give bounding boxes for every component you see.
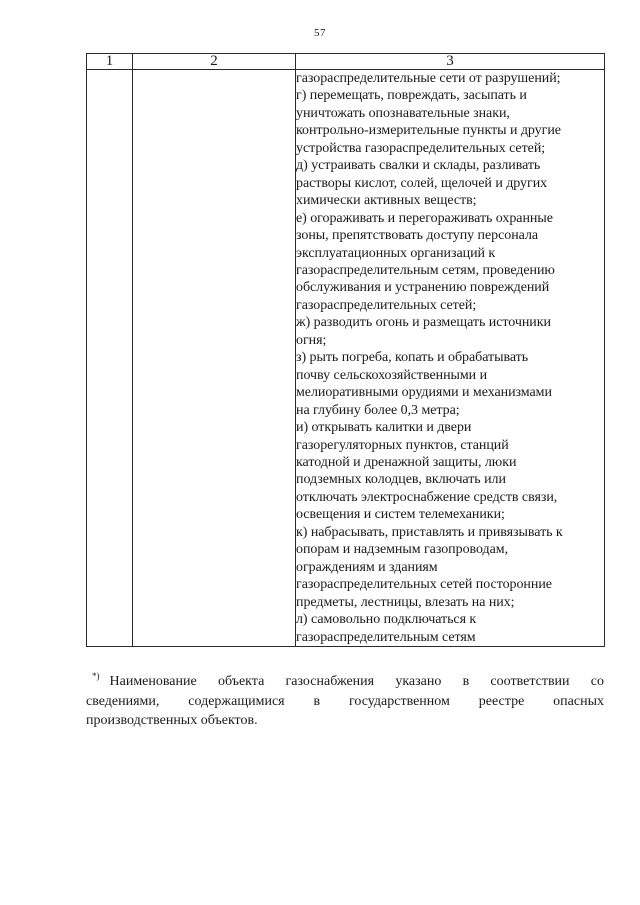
table-cell-text-line: катодной и дренажной защиты, люки bbox=[296, 454, 517, 470]
column-header-2: 2 bbox=[133, 54, 296, 70]
table-cell-text-line: зоны, препятствовать доступу персонала bbox=[296, 228, 539, 244]
page-number: 57 bbox=[314, 27, 326, 39]
table-cell-text-line: обслуживания и устранению повреждений bbox=[296, 280, 550, 296]
table-cell-text-line: опорам и надземным газопроводам, bbox=[296, 542, 509, 558]
table-cell-text-line: з) рыть погреба, копать и обрабатывать bbox=[296, 350, 529, 366]
table-cell-text-line: и) открывать калитки и двери bbox=[296, 420, 472, 436]
table-cell-text-line: уничтожать опознавательные знаки, bbox=[296, 105, 510, 121]
footnote-text: Наименование объекта газоснабжения указано в соответствии со bbox=[109, 674, 604, 689]
table-cell-text-line: мелиоративными орудиями и механизмами bbox=[296, 385, 552, 401]
table-cell-text-line: газораспределительным сетям bbox=[296, 629, 476, 645]
footnote-marker: *) bbox=[92, 671, 100, 681]
table-cell-text-line: растворы кислот, солей, щелочей и других bbox=[296, 175, 548, 191]
table-cell-text-line: ж) разводить огонь и размещать источники bbox=[296, 315, 551, 331]
table-cell-text-line: почву сельскохозяйственными и bbox=[296, 367, 488, 383]
table-cell-text-line: химически активных веществ; bbox=[296, 193, 477, 209]
table-cell-text-line: ограждениям и зданиям bbox=[296, 559, 438, 575]
table-cell-text-line: предметы, лестницы, влезать на них; bbox=[296, 594, 515, 610]
requirements-table bbox=[86, 53, 605, 647]
table-cell-column-3 bbox=[296, 70, 605, 647]
table-cell-text-line: к) набрасывать, приставлять и привязывать к bbox=[296, 524, 563, 540]
footnote-line: сведениями, содержащимися в государственном реестре опасных bbox=[86, 693, 604, 709]
table-cell-text-line: огня; bbox=[296, 332, 327, 348]
table-cell-text-line: контрольно-измерительные пункты и другие bbox=[296, 123, 561, 139]
column-header-1: 1 bbox=[87, 54, 133, 70]
table-cell-text-line: д) устраивать свалки и склады, разливать bbox=[296, 158, 541, 174]
table-cell-column-1 bbox=[87, 70, 133, 647]
table-cell-text-line: отключать электроснабжение средств связи, bbox=[296, 489, 558, 505]
table-cell-text-line: эксплуатационных организаций к bbox=[296, 245, 496, 261]
table-cell-text-line: г) перемещать, повреждать, засыпать и bbox=[296, 88, 527, 104]
table-cell-text-line: устройства газораспределительных сетей; bbox=[296, 140, 546, 156]
table-cell-text-line: освещения и систем телемеханики; bbox=[296, 507, 505, 523]
table-cell-text-line: газораспределительные сети от разрушений; bbox=[296, 71, 561, 86]
column-header-3: 3 bbox=[296, 54, 605, 70]
table-cell-text-line: газораспределительных сетей посторонние bbox=[296, 577, 552, 593]
footnote bbox=[86, 667, 604, 731]
table-cell-text-line: на глубину более 0,3 метра; bbox=[296, 402, 460, 418]
table-cell-column-2 bbox=[133, 70, 296, 647]
table-cell-text-line: подземных колодцев, включать или bbox=[296, 472, 506, 488]
table-header-row bbox=[87, 54, 605, 70]
table-cell-text-line: газорегуляторных пунктов, станций bbox=[296, 437, 509, 453]
footnote-line: производственных объектов. bbox=[86, 713, 258, 728]
footnote-line bbox=[86, 667, 604, 692]
table-row bbox=[87, 70, 605, 647]
table-cell-text-line: газораспределительным сетям, проведению bbox=[296, 262, 555, 278]
table-cell-text-line: л) самовольно подключаться к bbox=[296, 612, 477, 628]
table-cell-text-line: газораспределительных сетей; bbox=[296, 297, 477, 313]
table-cell-text-line: е) огораживать и перегораживать охранные bbox=[296, 210, 553, 226]
